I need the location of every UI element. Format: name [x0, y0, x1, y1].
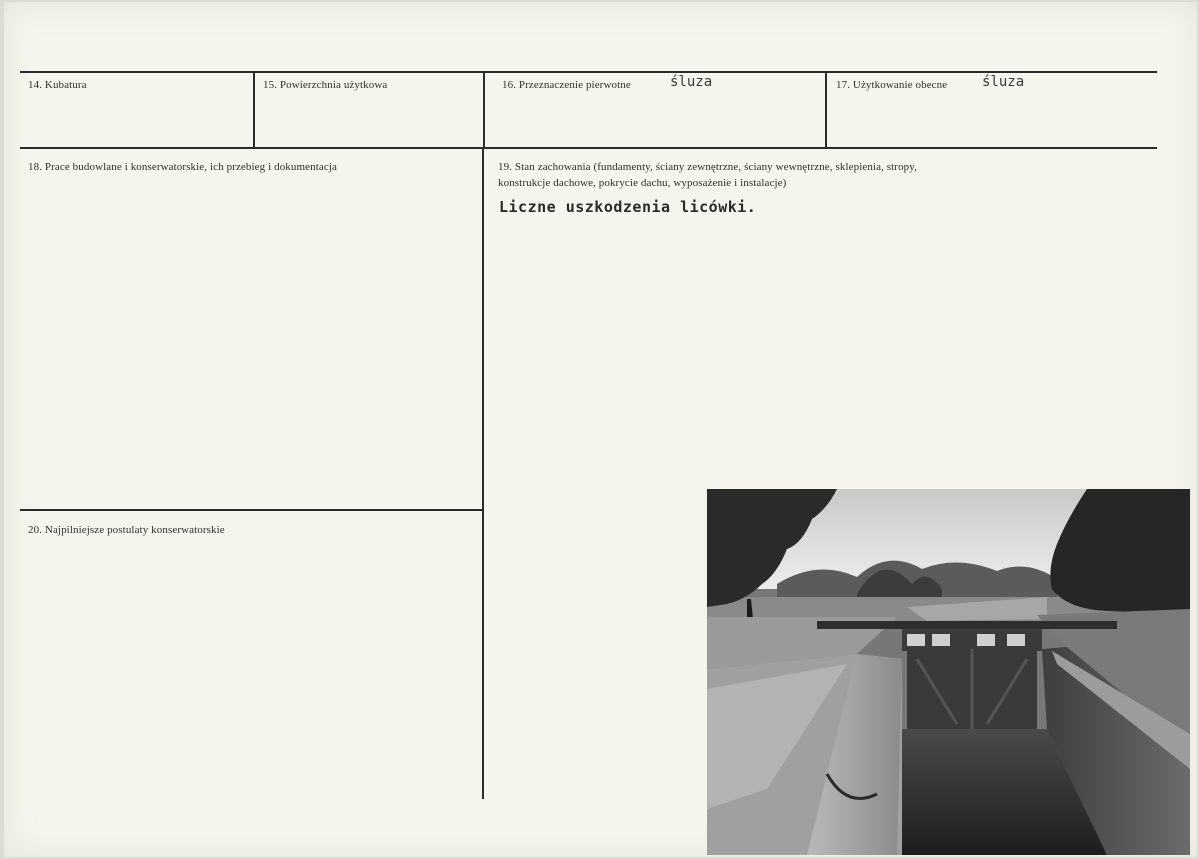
canal-lock-photo: [707, 489, 1190, 855]
field-18-label: 18. Prace budowlane i konserwatorskie, ich przebieg i dokumentacja: [28, 161, 337, 173]
field-17-value: śluza: [982, 74, 1025, 90]
section-20-rule: [20, 509, 482, 511]
field-19-label-line1: 19. Stan zachowania (fundamenty, ściany zewnętrzne, ściany wewnętrzne, sklepienia, stropy,: [498, 161, 918, 173]
field-19-label-line2: konstrukcje dachowe, pokrycie dachu, wyposażenie i instalacje): [498, 177, 787, 189]
field-19-value: Liczne uszkodzenia licówki.: [499, 198, 757, 216]
field-20-label: 20. Najpilniejsze postulaty konserwatorskie: [28, 524, 225, 536]
divider-14-15: [253, 71, 255, 149]
field-14-label: 14. Kubatura: [28, 79, 87, 91]
field-15-label: 15. Powierzchnia użytkowa: [263, 79, 388, 91]
divider-16-17: [825, 71, 827, 149]
main-column-divider: [482, 147, 484, 799]
field-16-label: 16. Przeznaczenie pierwotne: [502, 79, 631, 91]
divider-15-16: [483, 71, 485, 149]
field-17-label: 17. Użytkowanie obecne: [836, 79, 948, 91]
field-16-value: śluza: [670, 74, 713, 90]
top-row-bottom-rule: [20, 147, 1157, 149]
top-row-top-rule: [20, 71, 1157, 73]
